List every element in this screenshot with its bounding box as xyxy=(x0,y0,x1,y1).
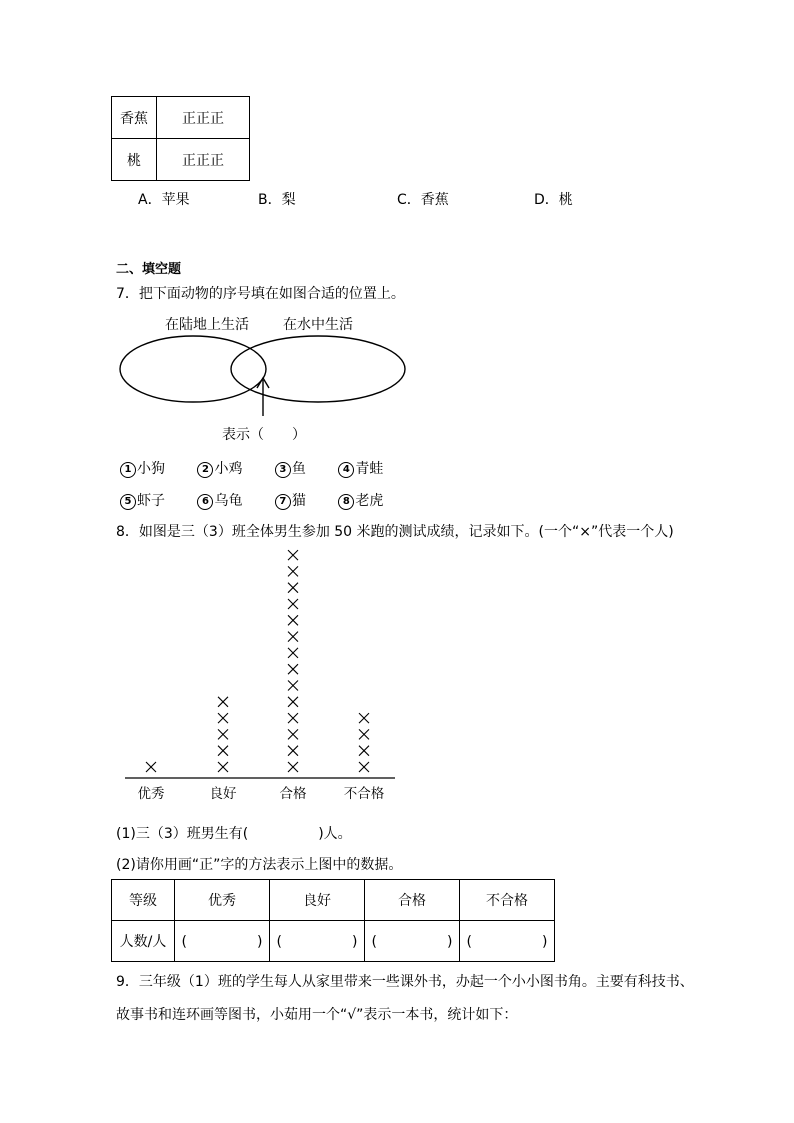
x-mark xyxy=(288,664,298,674)
x-mark xyxy=(288,746,298,756)
x-mark xyxy=(359,762,369,772)
x-mark xyxy=(359,729,369,739)
animal-list-row-2 xyxy=(120,490,411,510)
x-mark xyxy=(288,599,298,609)
venn-label-land: 在陆地上生活 xyxy=(165,317,249,333)
option-b[interactable]: B．梨 xyxy=(258,192,296,208)
venn-diagram xyxy=(110,330,420,420)
option-d[interactable]: D．桃 xyxy=(534,192,573,208)
x-mark xyxy=(288,550,298,560)
x-mark xyxy=(288,648,298,658)
venn-water-ellipse xyxy=(231,336,405,402)
table-header-cell: 合格 xyxy=(365,880,460,921)
question-7-text: 7．把下面动物的序号填在如图合适的位置上。 xyxy=(116,286,405,302)
tick-label: 良好 xyxy=(209,786,237,802)
number-circle-icon: 7 xyxy=(275,494,291,510)
tick-label: 不合格 xyxy=(343,786,385,802)
animal-item: 6 乌龟 xyxy=(197,490,256,510)
x-mark xyxy=(288,762,298,772)
number-circle-icon: 8 xyxy=(338,494,354,510)
number-circle-icon: 4 xyxy=(338,462,354,478)
x-mark xyxy=(288,615,298,625)
number-circle-icon: 6 xyxy=(197,494,213,510)
animal-item: 8 老虎 xyxy=(338,490,397,510)
x-mark xyxy=(146,762,156,772)
question-9-line2: 故事书和连环画等图书，小茹用一个“√”表示一本书，统计如下： xyxy=(116,1007,518,1023)
section-title: 二、填空题 xyxy=(116,262,182,277)
grades-table xyxy=(111,879,555,962)
table-row xyxy=(112,97,250,139)
x-mark xyxy=(218,729,228,739)
table-header-cell: 不合格 xyxy=(460,880,555,921)
table-header-cell: 良好 xyxy=(270,880,365,921)
venn-overlap-label: 表示（ ） xyxy=(222,427,306,443)
answer-blank[interactable]: ( ) xyxy=(175,921,270,962)
table-row xyxy=(112,921,555,962)
number-circle-icon: 1 xyxy=(120,462,136,478)
x-mark xyxy=(288,632,298,642)
animal-item: 1 小狗 xyxy=(120,458,179,478)
number-circle-icon: 5 xyxy=(120,494,136,510)
table-header-cell: 等级 xyxy=(112,880,175,921)
fruit-name: 桃 xyxy=(112,139,157,181)
x-mark xyxy=(288,566,298,576)
x-mark xyxy=(288,697,298,707)
fruit-tally: 正正正 xyxy=(157,97,250,139)
question-8-sub2: (2)请你用画“正”字的方法表示上图中的数据。 xyxy=(116,857,403,873)
fruit-tally-table xyxy=(111,96,250,181)
venn-land-ellipse xyxy=(120,336,266,402)
answer-blank[interactable]: ( ) xyxy=(365,921,460,962)
question-8-text: 8．如图是三（3）班全体男生参加 50 米跑的测试成绩，记录如下。(一个“×”代表一个人) xyxy=(116,524,674,540)
number-circle-icon: 3 xyxy=(275,462,291,478)
table-row xyxy=(112,880,555,921)
x-mark xyxy=(359,746,369,756)
number-circle-icon: 2 xyxy=(197,462,213,478)
animal-item: 2 小鸡 xyxy=(197,458,256,478)
table-row-label: 人数/人 xyxy=(112,921,175,962)
x-mark xyxy=(288,681,298,691)
x-mark xyxy=(218,697,228,707)
question-9-line1: 9．三年级（1）班的学生每人从家里带来一些课外书，办起一个小小图书角。主要有科技书、 xyxy=(116,974,694,990)
tick-label: 优秀 xyxy=(137,786,165,802)
answer-blank[interactable]: ( ) xyxy=(460,921,555,962)
dot-plot-chart xyxy=(120,545,400,780)
animal-item: 4 青蛙 xyxy=(338,458,397,478)
x-mark xyxy=(218,713,228,723)
animal-list-row-1 xyxy=(120,458,411,478)
fruit-name: 香蕉 xyxy=(112,97,157,139)
x-mark xyxy=(218,762,228,772)
answer-blank[interactable]: ( ) xyxy=(270,921,365,962)
option-a[interactable]: A．苹果 xyxy=(138,192,190,208)
animal-item: 7 猫 xyxy=(275,490,320,510)
x-mark xyxy=(288,713,298,723)
venn-label-water: 在水中生活 xyxy=(283,317,353,333)
animal-item: 3 鱼 xyxy=(275,458,320,478)
question-8-sub1: (1)三（3）班男生有( )人。 xyxy=(116,826,352,842)
fruit-tally: 正正正 xyxy=(157,139,250,181)
option-c[interactable]: C．香蕉 xyxy=(397,192,449,208)
table-header-cell: 优秀 xyxy=(175,880,270,921)
x-mark xyxy=(218,746,228,756)
x-mark xyxy=(288,583,298,593)
animal-item: 5 虾子 xyxy=(120,490,179,510)
tick-label: 合格 xyxy=(279,786,307,802)
x-mark xyxy=(288,729,298,739)
x-mark xyxy=(359,713,369,723)
table-row xyxy=(112,139,250,181)
